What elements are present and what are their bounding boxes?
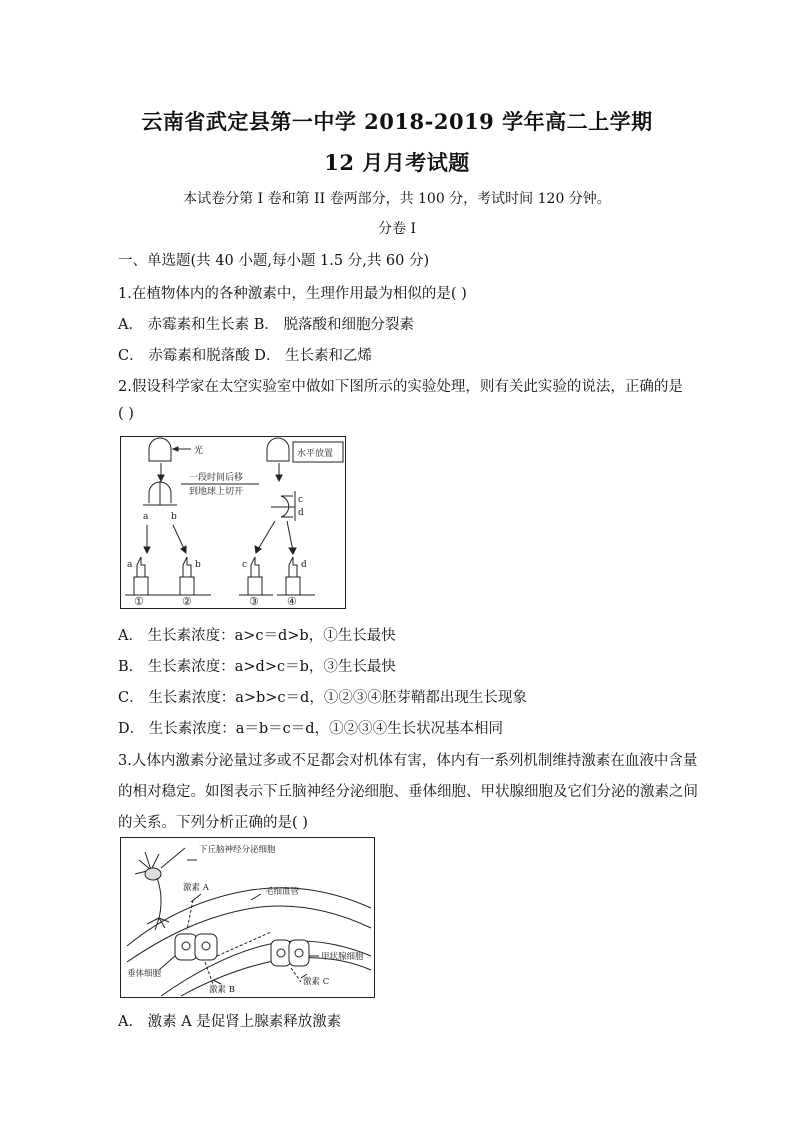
question-2-option-a: A． 生长素浓度：a>c＝d>b，①生长最快 [118,628,396,644]
question-1-stem: 1.在植物体内的各种激素中，生理作用最为相似的是( ) [118,286,467,302]
label-hormone-c: 激素 C [303,977,330,987]
question-2-stem-line1: 2.假设科学家在太空实验室中做如下图所示的实验处理，则有关此实验的说法，正确的是 [118,379,683,395]
label-hormone-a: 激素 A [183,883,209,893]
question-2-option-d: D． 生长素浓度：a＝b＝c＝d，①②③④生长状况基本相同 [118,721,504,737]
label-transfer-2: 到地球上切开 [189,487,244,497]
question-3-stem-line1: 3.人体内激素分泌量过多或不足都会对机体有害，体内有一系列机制维持激素在血液中含量 [118,753,698,769]
label-capillary: 毛细血管 [265,887,300,897]
question-1-options-cd: C． 赤霉素和脱落酸 D． 生长素和乙烯 [118,348,373,364]
label-transfer-1: 一段时间后移 [189,473,244,483]
exam-title-line1: 云南省武定县第一中学 2018-2019 学年高二上学期 [141,109,653,134]
label-b-top: b [171,512,177,522]
label-light: 光 [194,446,204,456]
label-circle-3: ③ [249,595,259,608]
label-hormone-b: 激素 B [209,985,235,995]
label-pituitary: 垂体细胞 [127,969,162,979]
question-2-figure [120,436,346,609]
question-2-stem-line2: ( ) [118,406,134,422]
question-2-option-b: B． 生长素浓度：a>d>c＝b，③生长最快 [118,659,396,675]
label-d-bottom: d [301,560,307,570]
exam-intro: 本试卷分第 I 卷和第 II 卷两部分，共 100 分，考试时间 120 分钟。 [183,191,611,207]
label-circle-2: ② [182,595,192,608]
label-thyroid: 甲状腺细胞 [321,952,364,962]
label-a-top: a [143,512,149,522]
question-3-stem-line2: 的相对稳定。如图表示下丘脑神经分泌细胞、垂体细胞、甲状腺细胞及它们分泌的激素之间 [118,784,698,800]
label-c-bottom: c [242,560,248,570]
exam-title-line2: 12 月月考试题 [324,150,470,175]
question-3-figure [120,837,375,998]
hormone-regulation-diagram [121,838,374,997]
label-a-bottom: a [127,560,133,570]
label-horizontal: 水平放置 [297,449,334,459]
section-heading: 一、单选题(共 40 小题,每小题 1.5 分,共 60 分) [118,253,430,269]
question-3-stem-line3: 的关系。下列分析正确的是( ) [118,815,308,831]
volume-label: 分卷 I [378,221,416,237]
label-d-top: d [298,508,304,518]
question-3-option-a: A． 激素 A 是促肾上腺素释放激素 [118,1014,342,1030]
coleoptile-diagram [121,437,345,608]
question-2-option-c: C． 生长素浓度：a>b>c＝d，①②③④胚芽鞘都出现生长现象 [118,690,527,706]
label-c-top: c [298,495,304,505]
label-b-bottom: b [195,560,201,570]
label-neuron: 下丘脑神经分泌细胞 [199,845,276,855]
label-circle-4: ④ [287,595,297,608]
question-1-options-ab: A． 赤霉素和生长素 B． 脱落酸和细胞分裂素 [118,317,414,333]
label-circle-1: ① [134,595,144,608]
